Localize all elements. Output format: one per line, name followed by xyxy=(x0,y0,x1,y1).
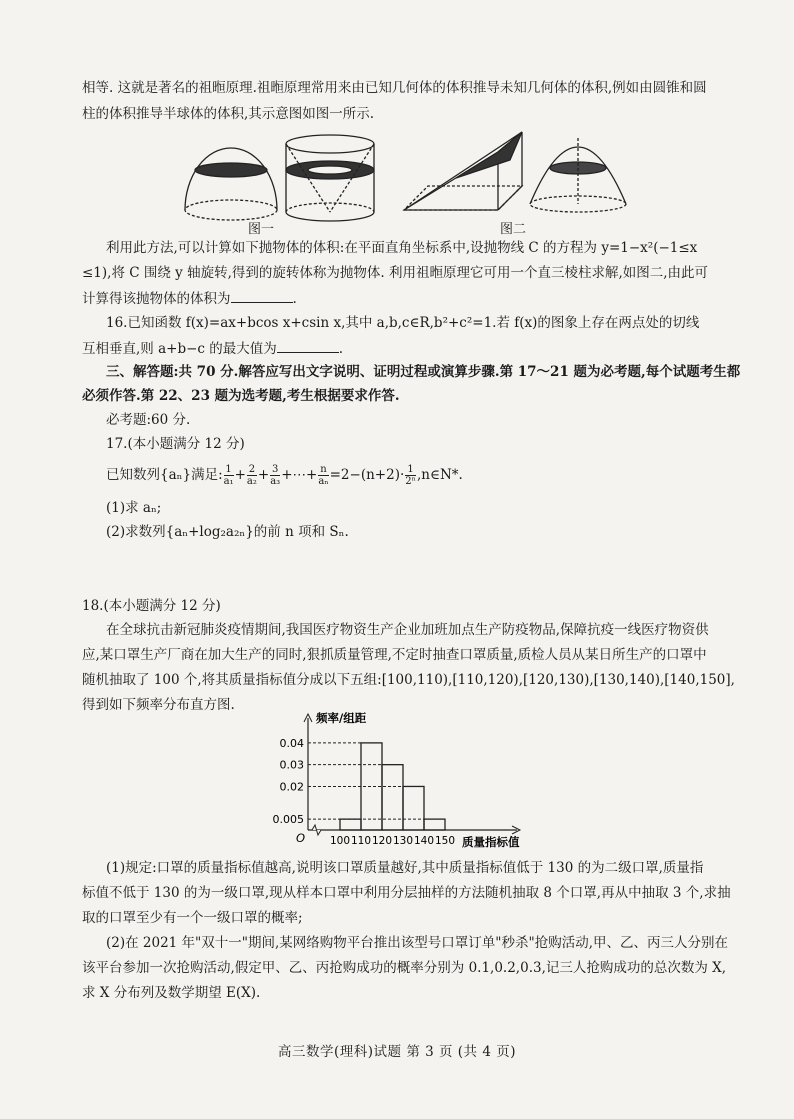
figure-two xyxy=(398,130,628,214)
text-line: 必考题:60 分. xyxy=(106,412,191,428)
paraboloid-drawing xyxy=(530,138,626,212)
frac-den: a₂ xyxy=(246,476,257,487)
histogram-bar xyxy=(424,819,445,830)
x-tick-label: 110 xyxy=(350,835,372,847)
text-line: 求 X 分布列及数学期望 E(X). xyxy=(82,985,261,1001)
frac-num: n xyxy=(320,464,327,475)
y-tick-label: 0.04 xyxy=(279,736,304,750)
fraction xyxy=(270,464,280,487)
text-line: 利用此方法,可以计算如下抛物体的体积:在平面直角坐标系中,设抛物线 C 的方程为 y=1−x²(−1≤x xyxy=(106,240,698,256)
y-tick-label: 0.02 xyxy=(279,780,304,794)
frac-den: aₙ xyxy=(318,476,329,487)
frac-den: a₁ xyxy=(223,476,234,487)
sequence-equation: 已知数列{aₙ}满足: $\frac{1}{\text{a₁}}$ + $\frac{2}{\text{a₂}}$ + $\frac{3}{\text{a₃}}$ +⋯+ $\frac{n}{\text{aₙ}}$ =2−(n+2)· $\frac{1}{\text{2ⁿ}}$ ,n∈N*. xyxy=(106,464,463,487)
text-fragment: ,n∈N*. xyxy=(416,467,463,483)
y-axis-label: 频率/组距 xyxy=(316,712,367,725)
text-line: 在全球抗击新冠肺炎疫情期间,我国医疗物资生产企业加班加点生产防疫物品,保障抗疫一线医疗物资供 xyxy=(106,622,709,638)
histogram-bar xyxy=(403,786,424,830)
text-line: 应,某口罩生产厂商在加大生产的同时,狠抓质量管理,不定时抽查口罩质量,质检人员从某日所生产的口罩中 xyxy=(82,647,707,663)
text-line xyxy=(82,288,722,309)
text-line: ≤1),将 C 围绕 y 轴旋转,得到的旋转体称为抛物体. 利用祖暅原理它可用一个直三棱柱求解,如图二,由此可 xyxy=(82,265,709,281)
text-line: 柱的体积推导半球体的体积,其示意图如图一所示. xyxy=(82,106,375,122)
cylinder-drawing xyxy=(286,135,374,221)
fraction xyxy=(224,464,234,487)
text-line: 随机抽取了 100 个,将其质量指标值分成以下五组:[100,110),[110,120),[120,130),[130,140),[140,150], xyxy=(82,672,735,688)
hemisphere-drawing xyxy=(185,148,277,220)
text-line: (1)求 aₙ; xyxy=(106,500,162,516)
y-tick-label: 0.03 xyxy=(279,758,304,772)
frac-den: a₃ xyxy=(270,476,281,487)
origin-label: O xyxy=(296,831,306,845)
frac-num: 2 xyxy=(248,464,256,475)
figure-two-caption: 图二 xyxy=(500,222,527,237)
histogram-bar xyxy=(382,765,403,830)
text-fragment: =2−(n+2)· xyxy=(329,467,405,483)
x-tick-label: 120 xyxy=(371,835,393,847)
x-tick-label: 130 xyxy=(392,835,414,847)
text-fragment: 互相垂直,则 a+b−c 的最大值为 xyxy=(82,341,277,357)
fraction xyxy=(405,464,416,487)
figure-one-caption: 图一 xyxy=(248,222,275,237)
text-line: (2)在 2021 年"双十一"期间,某网络购物平台推出该型号口罩订单"秒杀"抢购活动,甲、乙、丙三人分别在 xyxy=(106,935,728,951)
text-fragment: +⋯+ xyxy=(281,467,318,483)
x-tick-label: 100 xyxy=(329,835,351,847)
text-line: 标值不低于 130 的为一级口罩,现从样本口罩中利用分层抽样的方法随机抽取 8 个口罩,再从中抽取 3 个,求抽 xyxy=(82,885,731,901)
text-fragment: . xyxy=(292,291,297,307)
page-footer: 高三数学(理科)试题 第 3 页 (共 4 页) xyxy=(278,1044,516,1060)
frequency-histogram xyxy=(262,712,532,852)
x-tick-label: 140 xyxy=(413,835,435,847)
frac-den: 2ⁿ xyxy=(405,476,416,487)
text-line: 必须作答.第 22、23 题为选考题,考生根据要求作答. xyxy=(82,388,400,404)
axis-break xyxy=(312,825,321,835)
text-line: (2)求数列{aₙ+log₂a₂ₙ}的前 n 项和 Sₙ. xyxy=(106,524,349,540)
text-line: 该平台参加一次抢购活动,假定甲、乙、丙抢购成功的概率分别为 0.1,0.2,0.3,记三人抢购成功的总次数为 X, xyxy=(82,960,727,976)
text-line: 得到如下频率分布直方图. xyxy=(82,697,235,713)
answer-blank[interactable] xyxy=(277,338,339,353)
question-18-title: 18.(本小题满分 12 分) xyxy=(82,598,221,614)
y-tick-label: 0.005 xyxy=(272,813,304,827)
frac-num: 1 xyxy=(225,464,232,475)
fraction xyxy=(318,464,328,487)
text-line: (1)规定:口罩的质量指标值越高,说明该口罩质量越好,其中质量指标值低于 130 的为二级口罩,质量指 xyxy=(106,860,704,876)
question-16: 16.已知函数 f(x)=ax+bcos x+csin x,其中 a,b,c∈R,b²+c²=1.若 f(x)的图象上存在两点处的切线 xyxy=(106,315,700,331)
histogram-bar xyxy=(340,819,361,830)
frac-num: 1 xyxy=(407,464,414,475)
text-line: 取的口罩至少有一个一级口罩的概率; xyxy=(82,910,303,926)
answer-blank[interactable] xyxy=(231,288,293,303)
figure-one xyxy=(180,132,380,232)
text-line xyxy=(82,338,722,359)
question-17-title: 17.(本小题满分 12 分) xyxy=(106,436,245,452)
x-axis-label: 质量指标值 xyxy=(462,835,520,849)
text-fragment: 已知数列{aₙ}满足: xyxy=(106,467,223,483)
text-fragment: 计算得该抛物体的体积为 xyxy=(82,291,231,307)
section-heading: 三、解答题:共 70 分.解答应写出文字说明、证明过程或演算步骤.第 17～21 题为必考题,每个试题考生都 xyxy=(106,364,741,380)
fraction xyxy=(247,464,257,487)
frac-num: 3 xyxy=(272,464,279,475)
x-tick-label: 150 xyxy=(434,835,456,847)
prism-drawing xyxy=(404,132,522,210)
text-line: 相等. 这就是著名的祖暅原理.祖暅原理常用来由已知几何体的体积推导未知几何体的体积,例如由圆锥和圆 xyxy=(82,80,707,96)
text-fragment: . xyxy=(338,341,344,357)
